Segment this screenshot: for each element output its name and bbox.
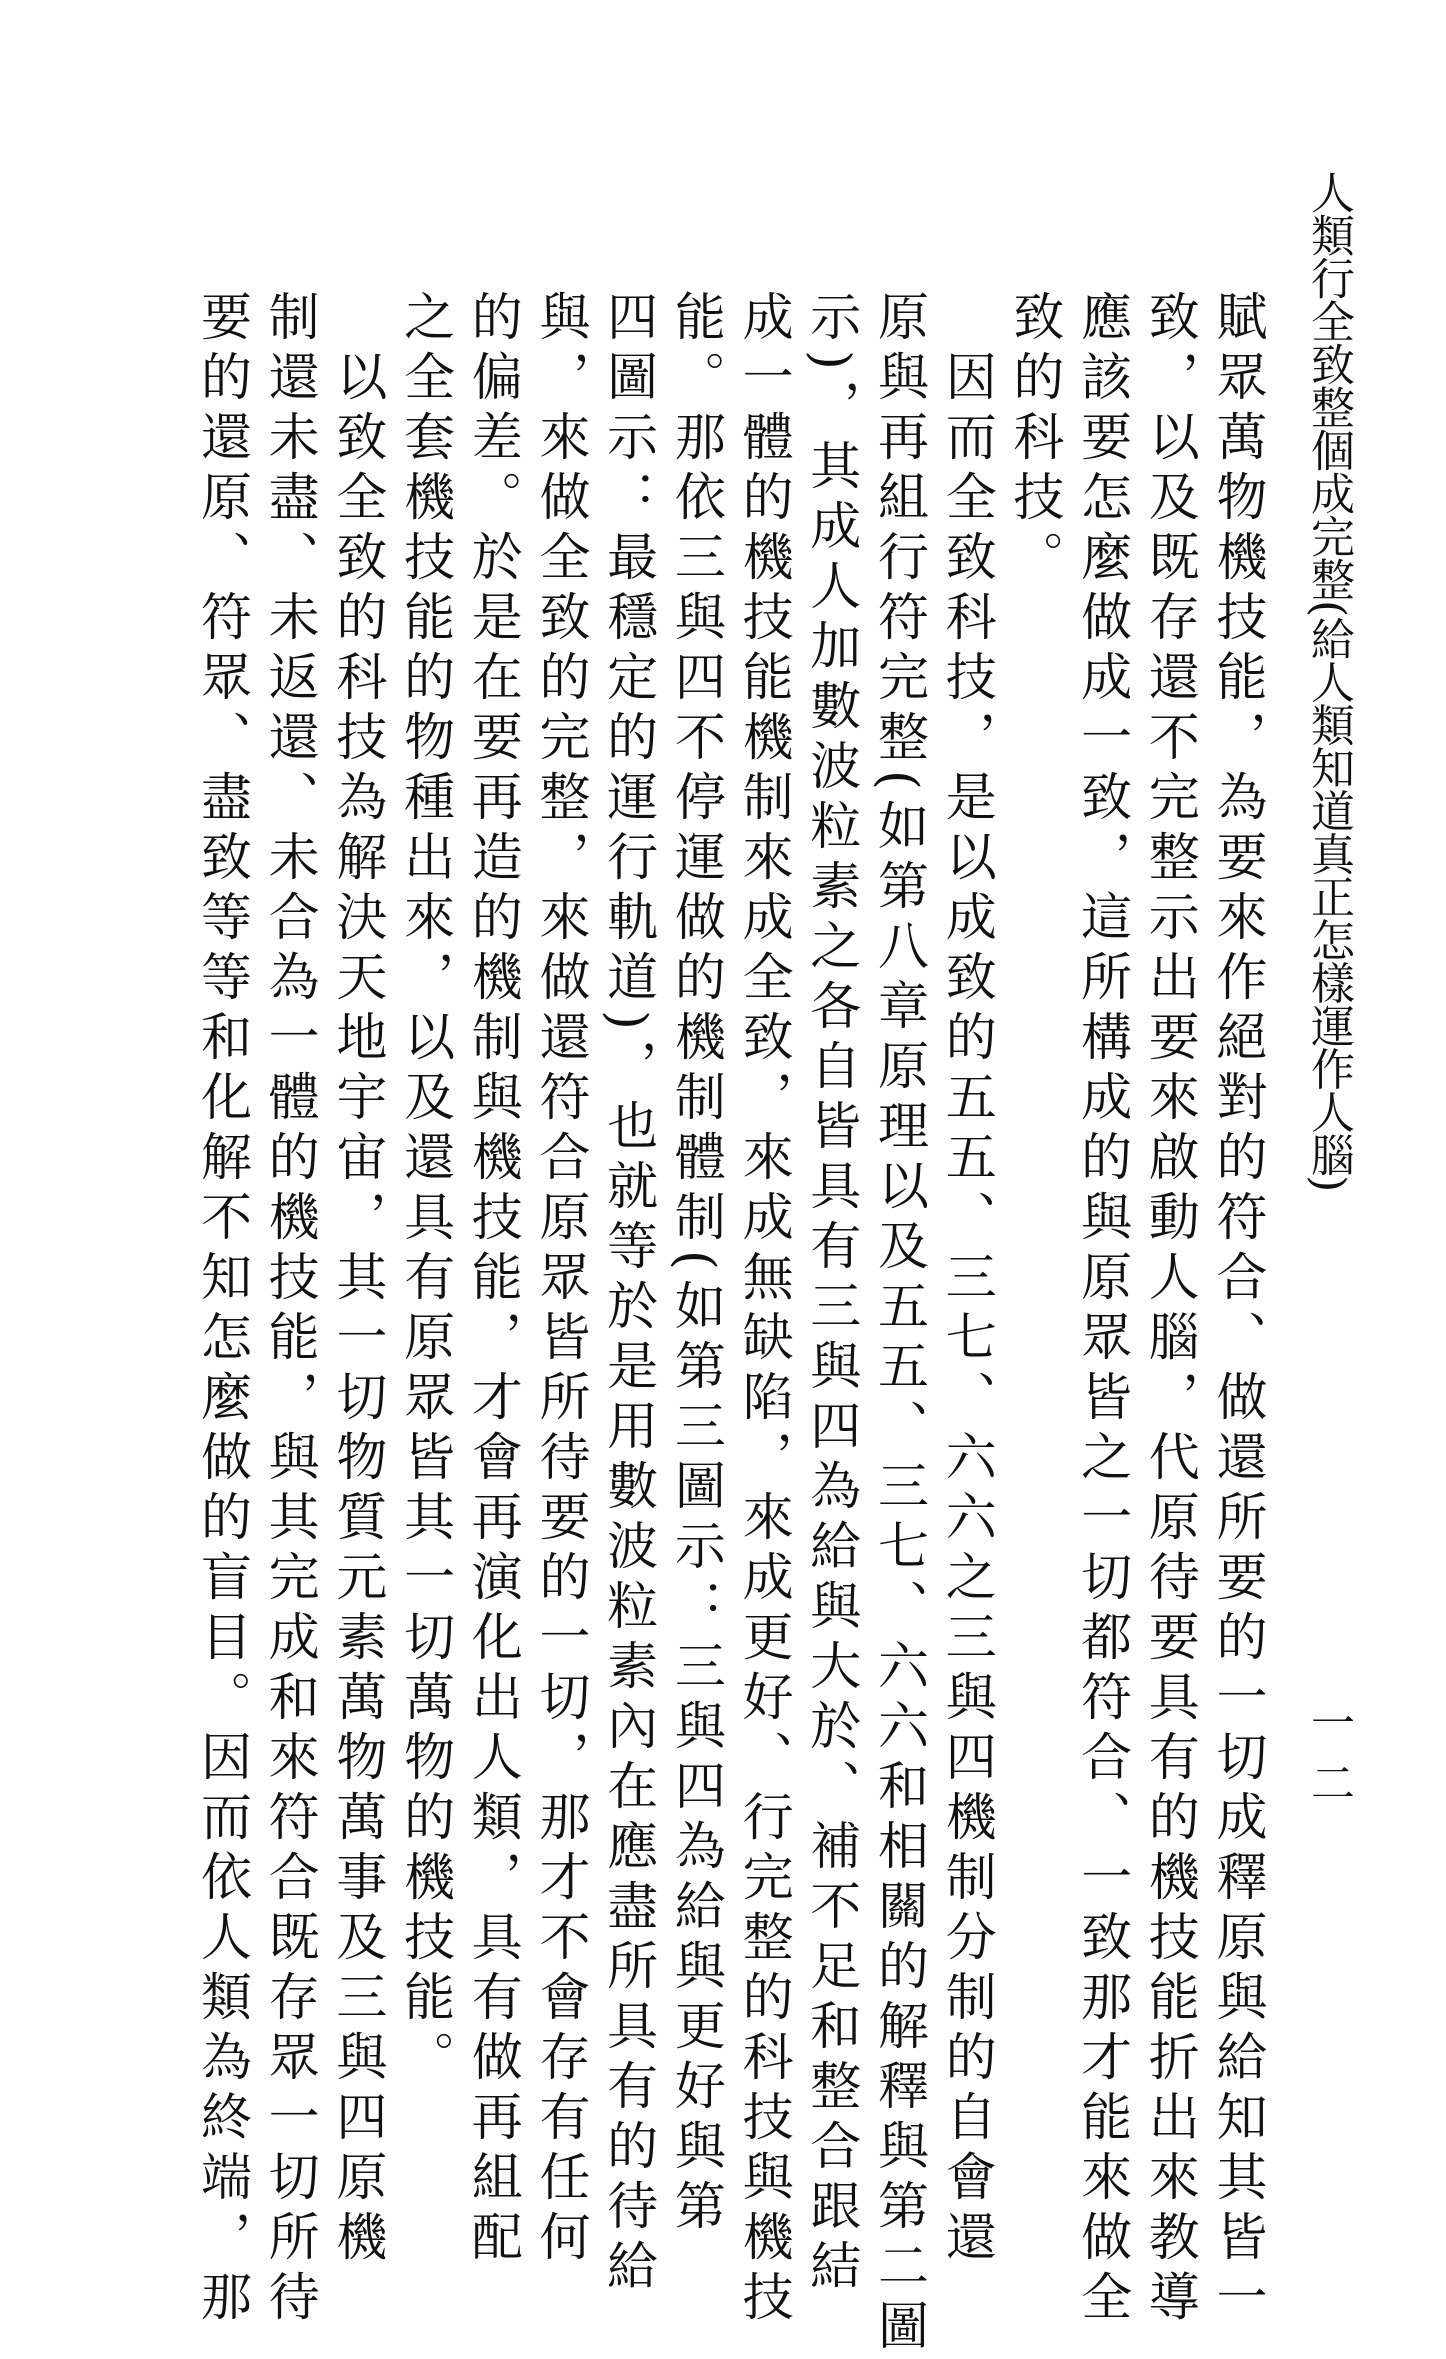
text-column: 要的還原、符眾、盡致等等和化解不知怎麼做的盲目。因而依人類為終端，那 (191, 290, 251, 2330)
text-column: 示)，其成人加數波粒素之各自皆具有三與四為給與大於、補不足和整合跟結 (800, 290, 860, 2299)
page-number: 一二 (1303, 1700, 1354, 1820)
text-column: 之全套機技能的物種出來，以及還具有原眾皆其一切萬物的機技能。 (394, 290, 454, 2090)
text-column: 成一體的機技能機制來成全致，來成無缺陷，來成更好、行完整的科技與機技 (733, 290, 793, 2330)
text-column: 能。那依三與四不停運做的機制體制(如第三圖示：三與四為給與更好與第 (665, 290, 725, 2239)
text-column: 的偏差。於是在要再造的機制與機技能，才會再演化出人類，具有做再組配 (462, 290, 522, 2270)
running-header-title: 人類行全致整個成完整(給人類知道真正怎樣運作人腦) (1303, 170, 1354, 1192)
text-column: 應該要怎麼做成一致，這所構成的與原眾皆之一切都符合、一致那才能來做全 (1071, 290, 1131, 2330)
text-column: 以致全致的科技為解決天地宇宙，其一切物質元素萬物萬事及三與四原機 (326, 290, 386, 2270)
text-column: 與，來做全致的完整，來做還符合原眾皆所待要的一切，那才不會存有任何 (529, 290, 589, 2270)
text-column: 致的科技。 (1003, 290, 1063, 590)
text-column: 原與再組行符完整(如第八章原理以及五五、三七、六六和相關的解釋與第二圖 (868, 290, 928, 2359)
text-column: 四圖示：最穩定的運行軌道)，也就等於是用數波粒素內在應盡所具有的待給 (597, 290, 657, 2299)
text-column: 因而全致科技，是以成致的五五、三七、六六之三與四機制分制的自會還 (936, 290, 996, 2270)
text-column: 制還未盡、未返還、未合為一體的機技能，與其完成和來符合既存眾一切所待 (259, 290, 319, 2330)
text-column: 致，以及既存還不完整示出要來啟動人腦，代原待要具有的機技能折出來教導 (1139, 290, 1199, 2330)
body-text (180, 290, 1270, 2359)
text-column: 賦眾萬物機技能，為要來作絕對的符合、做還所要的一切成釋原與給知其皆一 (1207, 290, 1266, 2330)
